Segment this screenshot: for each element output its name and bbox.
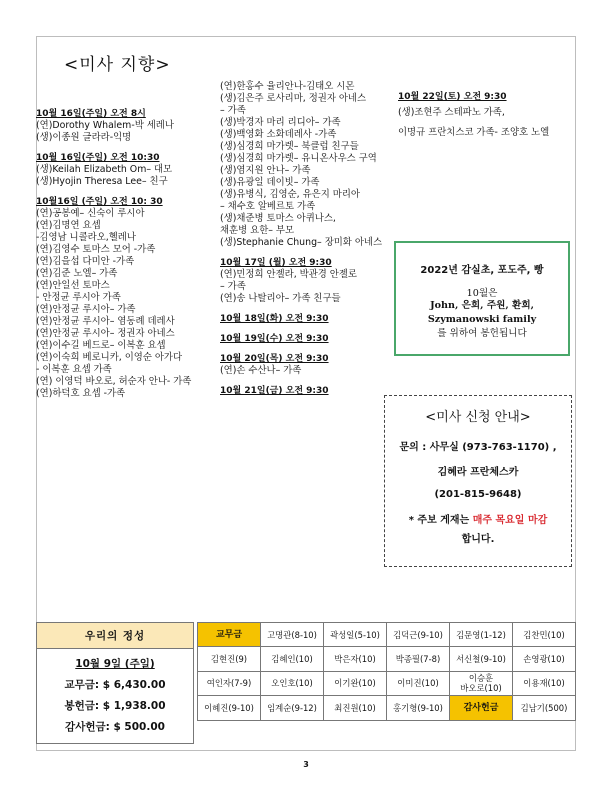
- intention-line: – 가족: [220, 281, 246, 292]
- intention-line: (생)김은주 로사리마, 정권자 아네스: [220, 93, 367, 104]
- intention-line: (연)김준 노엘– 가족: [36, 268, 118, 279]
- offering-heading: 우리의 정성: [37, 623, 193, 649]
- table-cell: 김현진(9): [198, 647, 261, 671]
- table-cell: 이용재(10): [513, 671, 576, 695]
- intention-line: (생)박경자 마리 리디아– 가족: [220, 117, 341, 128]
- mass-date-heading: 10월 21일(금) 오전 9:30: [220, 386, 329, 396]
- mass-request-note: [385, 511, 571, 549]
- table-cell: 이미진(10): [387, 671, 450, 695]
- table-cell: 서신철(9-10): [450, 647, 513, 671]
- page-title: <미사 지향>: [64, 55, 171, 75]
- intention-line: (생)Keilah Elizabeth Om– 대모: [36, 164, 173, 175]
- mass-date-heading: 10월 22일(토) 오전 9:30: [398, 92, 507, 102]
- mass-request-title: <미사 신청 안내>: [425, 410, 531, 425]
- mass-date-heading: 10월 16일(주일) 오전 8시: [36, 109, 146, 119]
- table-cell: 임계순(9-12): [261, 696, 324, 720]
- spacer: [220, 305, 382, 313]
- table-cell: 김찬민(10): [513, 623, 576, 647]
- table-cell: 손영광(10): [513, 647, 576, 671]
- intention-line: (연)이수길 베드로– 이복훈 요셉: [36, 340, 166, 351]
- table-cell: 박은자(10): [324, 647, 387, 671]
- table-cell: 곽성일(5-10): [324, 623, 387, 647]
- intention-line: (생)Hyojin Theresa Lee– 친구: [36, 176, 168, 187]
- spacer: [220, 345, 382, 353]
- intentions-column-right: [398, 91, 549, 143]
- intention-line: (연)김영수 토마스 모어 -가족: [36, 244, 156, 255]
- intention-line: (연)안정균 루시아– 가족: [36, 304, 136, 315]
- note-deadline: 매주 목요일 마감: [472, 515, 548, 526]
- table-cell-line: 바오로(10): [460, 683, 502, 694]
- table-cell: 이기완(10): [324, 671, 387, 695]
- mass-date-heading: 10월16일 (주일) 오전 10: 30: [36, 197, 163, 207]
- table-cell: 이혜진(9-10): [198, 696, 261, 720]
- intention-line: (연)민정희 안젤라, 박관경 안젤로: [220, 269, 357, 280]
- intention-line: (생)백영화 소화데레사 -가족: [220, 129, 337, 140]
- intention-line: (생)채준병 토마스 아퀴나스,: [220, 213, 336, 224]
- intention-line: - 이복훈 요셉 가족: [36, 364, 112, 375]
- table-cell: 김문영(1-12): [450, 623, 513, 647]
- intention-line: (생)염지원 안나– 가족: [220, 165, 311, 176]
- table-cell: [450, 671, 513, 695]
- table-row: [198, 647, 576, 671]
- table-cell: 김혜인(10): [261, 647, 324, 671]
- table-category-cell: 감사헌금: [450, 696, 513, 720]
- intention-line: 채훈병 요한– 부모: [220, 225, 295, 236]
- spacer: [220, 377, 382, 385]
- table-row: [198, 623, 576, 647]
- offering-line: 봉헌금: $ 1,938.00: [64, 700, 166, 712]
- notice-names-2: Szymanowski family: [427, 314, 537, 325]
- mass-date-heading: 10월 17일 (월) 오전 9:30: [220, 258, 332, 268]
- mass-date-heading: 10월 16일(주일) 오전 10:30: [36, 153, 160, 163]
- mass-request-person: 김혜라 프란체스카: [437, 467, 519, 478]
- table-category-cell: 교무금: [198, 623, 261, 647]
- notice-tail: 를 위하여 봉헌됩니다: [437, 328, 527, 339]
- intention-line: -김영남 니콜라오,헬레나: [36, 232, 136, 243]
- intention-line: (연)이숙희 베로니카, 이영순 아가다: [36, 352, 183, 363]
- intention-line: (생)이종원 글라라-익명: [36, 132, 132, 143]
- intention-line: – 가족: [220, 105, 246, 116]
- table-cell: 김덕근(9-10): [387, 623, 450, 647]
- intentions-column-middle: [220, 81, 382, 397]
- table-cell: 고명관(8-10): [261, 623, 324, 647]
- table-cell-line: 이승훈: [468, 673, 494, 684]
- intention-line: 이명규 프란치스코 가족- 조양호 노엘: [398, 127, 550, 138]
- notice-names-1: John, 은희, 주원, 환희,: [430, 300, 534, 311]
- spacer: [36, 188, 191, 196]
- offering-line: 교무금: $ 6,430.00: [64, 679, 166, 691]
- donor-table: [197, 622, 576, 721]
- offering-section: [36, 622, 576, 746]
- intention-line: (연)김명연 요셉: [36, 220, 101, 231]
- intention-line: (연) 이영덕 바오로, 허순자 안나- 가족: [36, 376, 192, 387]
- mass-request-contact: 문의 : 사무실 (973-763-1170) ,: [399, 442, 557, 453]
- intention-line: (생)유광일 데이빗– 가족: [220, 177, 320, 188]
- intention-line: (연)Dorothy Whalem-박 세레나: [36, 120, 174, 131]
- offering-summary: [36, 622, 194, 744]
- table-cell: 홍기형(9-10): [387, 696, 450, 720]
- intention-line: (연)송 나탈리아– 가족 친구들: [220, 293, 341, 304]
- table-cell: 최진원(10): [324, 696, 387, 720]
- table-row: [198, 671, 576, 695]
- offering-notice-box: [394, 241, 570, 356]
- intention-line: – 채수호 알베르토 가족: [220, 201, 316, 212]
- intention-line: - 안정균 루시아 가족: [36, 292, 121, 303]
- intention-line: (연)안일선 토마스: [36, 280, 110, 291]
- offering-date: 10월 9일 (주일): [75, 658, 155, 670]
- intention-line: (생)조현주 스테파노 가족,: [398, 107, 505, 118]
- mass-date-heading: 10월 20일(목) 오전 9:30: [220, 354, 329, 364]
- table-cell: 여인자(7-9): [198, 671, 261, 695]
- mass-date-heading: 10월 18일(화) 오전 9:30: [220, 314, 329, 324]
- offering-line: 감사헌금: $ 500.00: [65, 721, 165, 733]
- table-cell: 박종필(7-8): [387, 647, 450, 671]
- intention-line: (연)안정균 루시아– 정권자 아네스: [36, 328, 175, 339]
- intention-line: (생)심경희 마가렛– 유니온사우스 구역: [220, 153, 377, 164]
- mass-request-phone: (201-815-9648): [434, 489, 522, 500]
- intention-line: (연)공봉예– 신숙이 루시아: [36, 208, 145, 219]
- table-cell: 오인호(10): [261, 671, 324, 695]
- intention-line: (연)손 수산나– 가족: [220, 365, 302, 376]
- intention-line: (연)한홍수 율리안나-김태오 시몬: [220, 81, 355, 92]
- notice-title: 2022년 감실초, 포도주, 빵: [420, 265, 544, 276]
- intention-line: (연)안정균 루시아– 염동례 데레사: [36, 316, 175, 327]
- intention-line: (생)심경희 마가렛– 북클럽 친구들: [220, 141, 359, 152]
- spacer: [220, 325, 382, 333]
- table-row: [198, 696, 576, 720]
- spacer: [220, 249, 382, 257]
- intention-line: (연)하덕호 요셉 -가족: [36, 388, 126, 399]
- page-number: 3: [303, 760, 309, 769]
- note-prefix: * 주보 게재는: [408, 515, 473, 526]
- mass-request-box: [384, 395, 572, 567]
- table-cell: 김남기(500): [513, 696, 576, 720]
- mass-date-heading: 10월 19일(수) 오전 9:30: [220, 334, 329, 344]
- spacer: [36, 144, 191, 152]
- note-suffix: 합니다.: [461, 534, 495, 545]
- intentions-column-left: [36, 108, 191, 400]
- intention-line: (생)Stephanie Chung– 장미화 아네스: [220, 237, 383, 248]
- notice-month: 10월은: [466, 288, 498, 299]
- intention-line: (연)김을섭 다미안 -가족: [36, 256, 135, 267]
- intention-line: (생)유병식, 김영순, 유은지 마리아: [220, 189, 360, 200]
